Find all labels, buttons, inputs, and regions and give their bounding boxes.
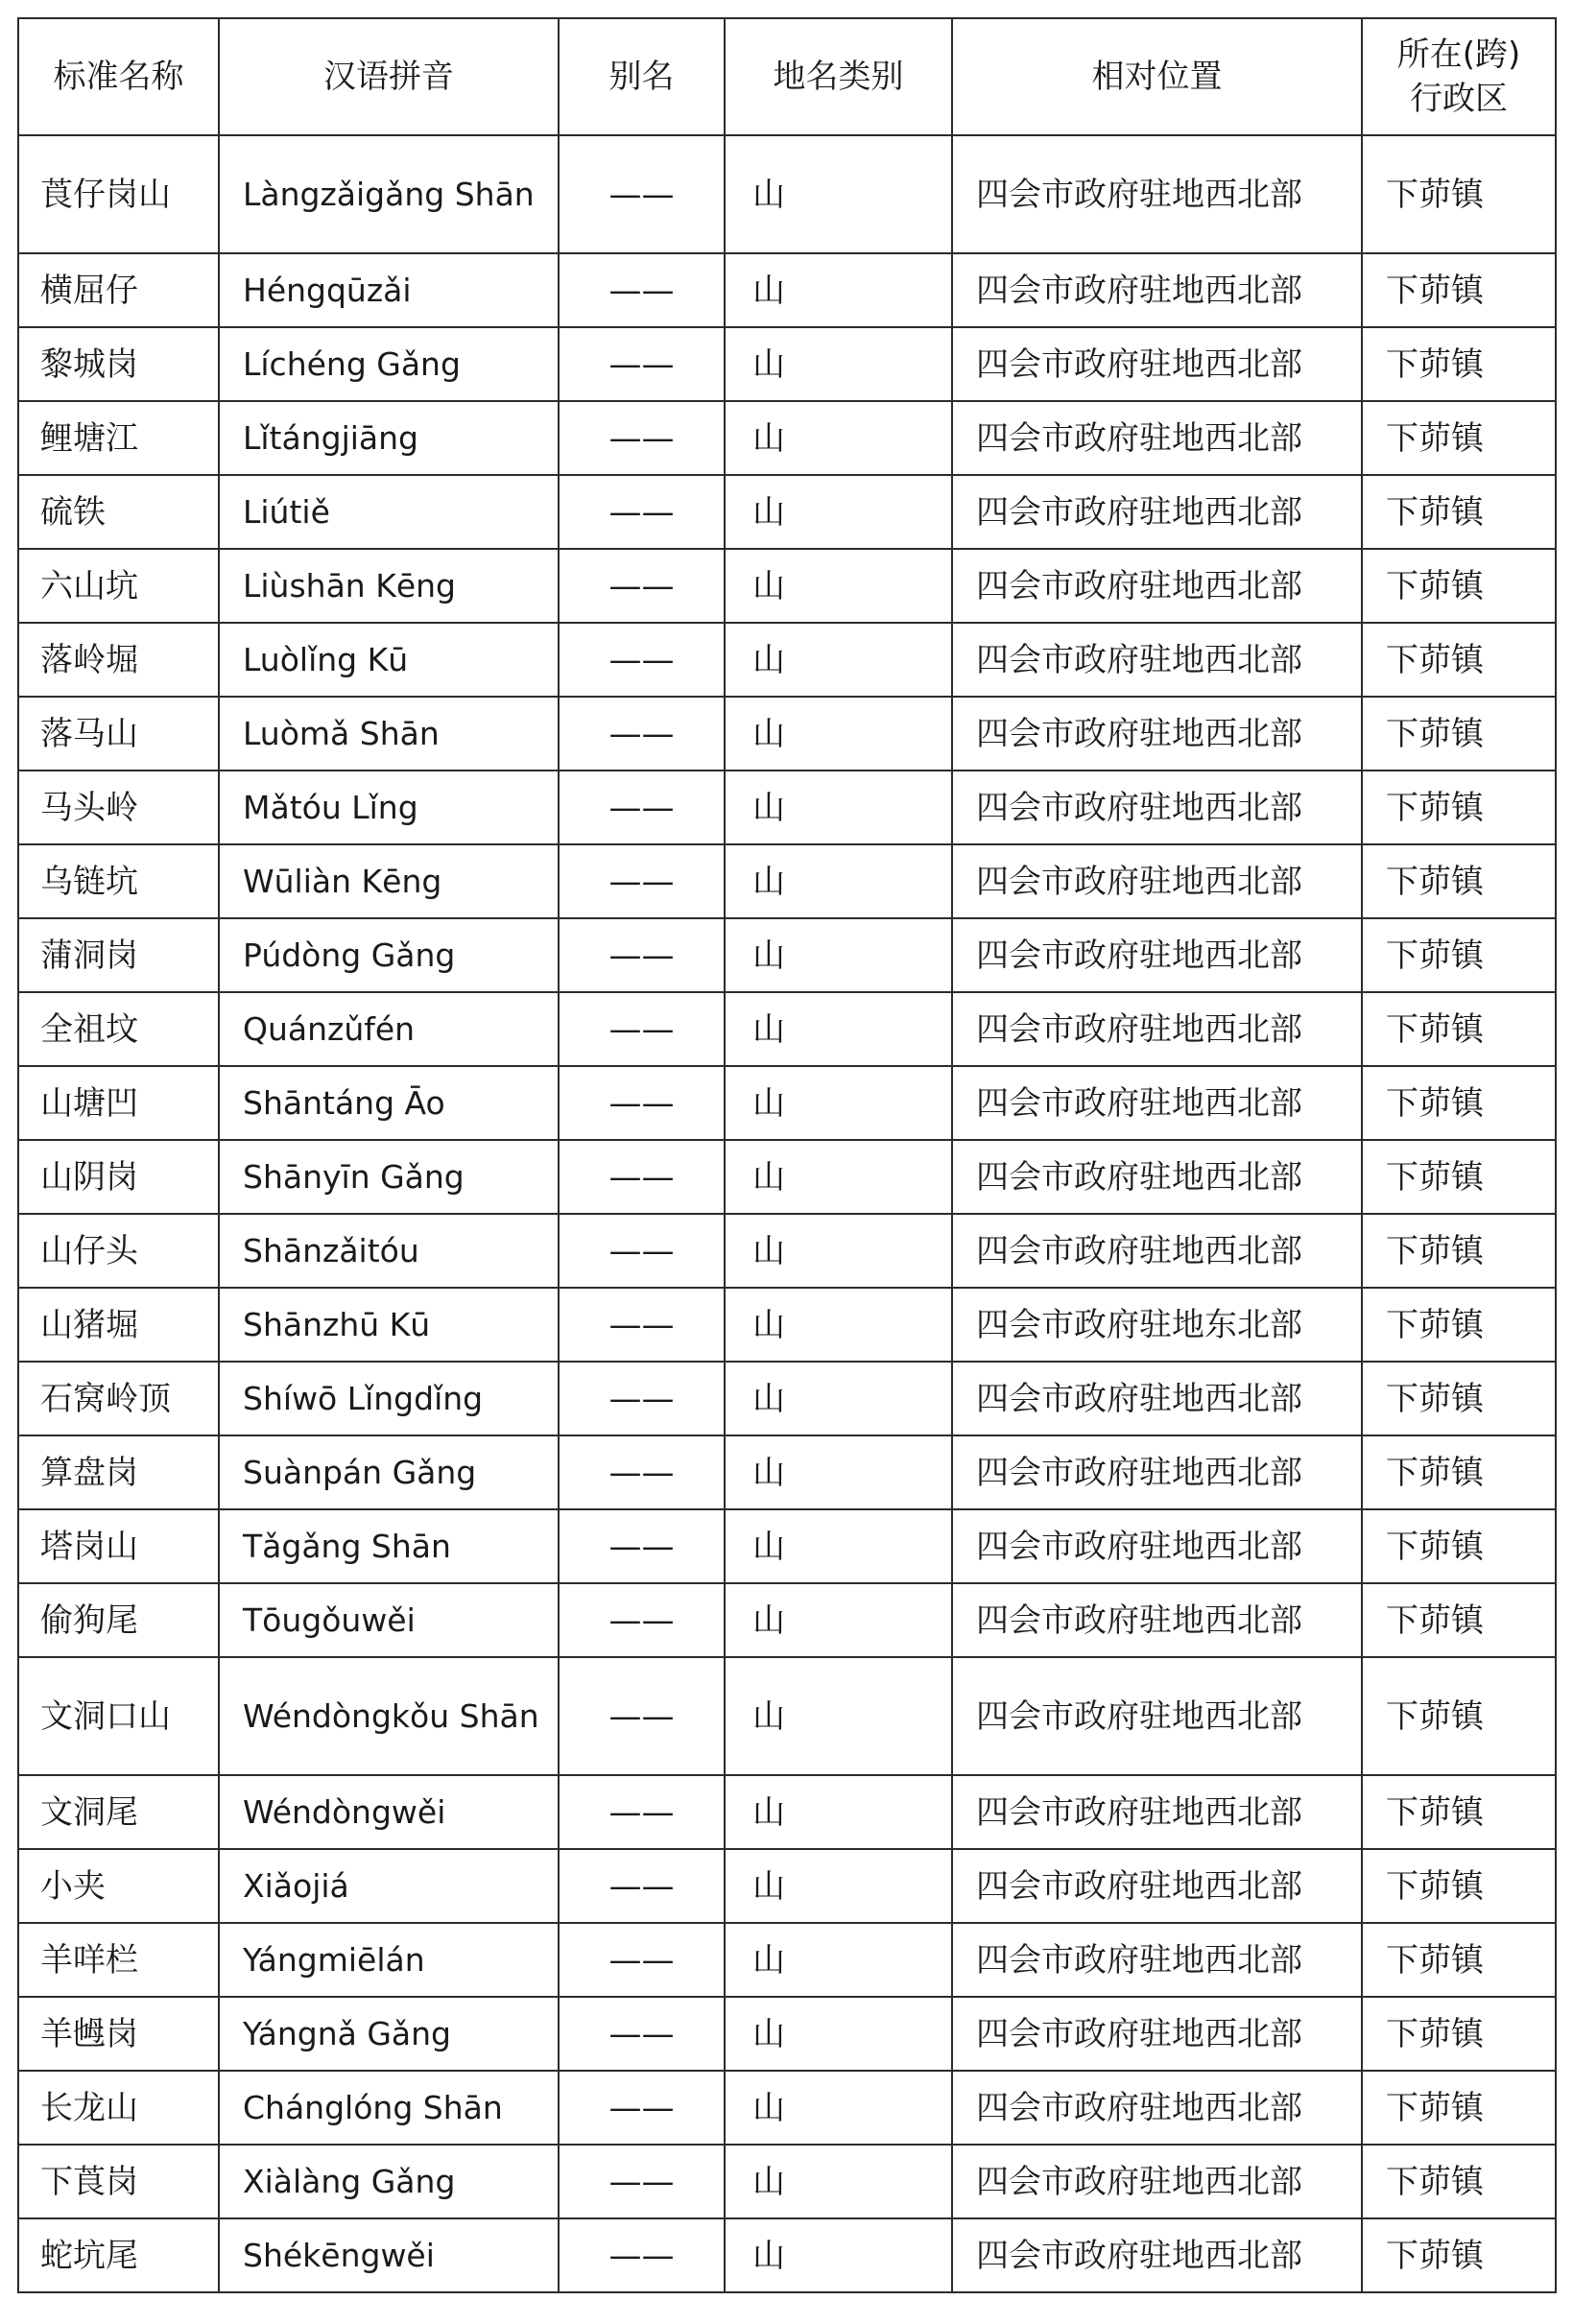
cell-pinyin: Wéndòngwěi: [219, 1775, 559, 1849]
cell-standard-name: 落马山: [18, 697, 219, 771]
cell-place-type: 山: [725, 697, 952, 771]
table-row: [18, 1066, 1556, 1140]
cell-alias: ——: [559, 1288, 725, 1362]
cell-relative-position: 四会市政府驻地西北部: [952, 1362, 1362, 1435]
table-row: [18, 1657, 1556, 1775]
cell-relative-position: 四会市政府驻地西北部: [952, 2218, 1362, 2292]
cell-alias: ——: [559, 2071, 725, 2145]
cell-admin-region: 下茆镇: [1362, 623, 1556, 697]
cell-admin-region: 下茆镇: [1362, 992, 1556, 1066]
cell-place-type: 山: [725, 549, 952, 623]
cell-place-type: 山: [725, 771, 952, 844]
table-row: [18, 135, 1556, 253]
cell-admin-region: 下茆镇: [1362, 549, 1556, 623]
cell-alias: ——: [559, 771, 725, 844]
cell-standard-name: 马头岭: [18, 771, 219, 844]
cell-admin-region: 下茆镇: [1362, 253, 1556, 327]
cell-relative-position: 四会市政府驻地西北部: [952, 1066, 1362, 1140]
cell-admin-region: 下茆镇: [1362, 1066, 1556, 1140]
cell-alias: ——: [559, 1997, 725, 2071]
cell-place-type: 山: [725, 1288, 952, 1362]
cell-place-type: 山: [725, 2071, 952, 2145]
cell-relative-position: 四会市政府驻地西北部: [952, 2145, 1362, 2218]
cell-standard-name: 全祖坟: [18, 992, 219, 1066]
cell-alias: ——: [559, 327, 725, 401]
cell-pinyin: Liùshān Kēng: [219, 549, 559, 623]
cell-standard-name: 硫铁: [18, 475, 219, 549]
cell-alias: ——: [559, 1435, 725, 1509]
cell-standard-name: 文洞口山: [18, 1657, 219, 1775]
cell-standard-name: 下莨岗: [18, 2145, 219, 2218]
cell-place-type: 山: [725, 1923, 952, 1997]
cell-place-type: 山: [725, 1583, 952, 1657]
cell-admin-region: 下茆镇: [1362, 1509, 1556, 1583]
cell-pinyin: Suànpán Gǎng: [219, 1435, 559, 1509]
table-row: [18, 697, 1556, 771]
cell-relative-position: 四会市政府驻地西北部: [952, 1435, 1362, 1509]
header-place-type: 地名类别: [725, 18, 952, 135]
cell-place-type: 山: [725, 253, 952, 327]
cell-place-type: 山: [725, 623, 952, 697]
table-row: [18, 549, 1556, 623]
cell-standard-name: 羊咩栏: [18, 1923, 219, 1997]
table-row: [18, 475, 1556, 549]
cell-alias: ——: [559, 2145, 725, 2218]
cell-alias: ——: [559, 1362, 725, 1435]
cell-pinyin: Tǎgǎng Shān: [219, 1509, 559, 1583]
cell-standard-name: 蛇坑尾: [18, 2218, 219, 2292]
cell-place-type: 山: [725, 401, 952, 475]
cell-alias: ——: [559, 253, 725, 327]
cell-pinyin: Chánglóng Shān: [219, 2071, 559, 2145]
cell-relative-position: 四会市政府驻地西北部: [952, 844, 1362, 918]
cell-standard-name: 山猪堀: [18, 1288, 219, 1362]
table-row: [18, 2218, 1556, 2292]
cell-relative-position: 四会市政府驻地西北部: [952, 475, 1362, 549]
cell-standard-name: 横屈仔: [18, 253, 219, 327]
cell-alias: ——: [559, 1923, 725, 1997]
cell-admin-region: 下茆镇: [1362, 1997, 1556, 2071]
cell-standard-name: 文洞尾: [18, 1775, 219, 1849]
cell-standard-name: 羊乸岗: [18, 1997, 219, 2071]
cell-admin-region: 下茆镇: [1362, 1775, 1556, 1849]
cell-pinyin: Wéndòngkǒu Shān: [219, 1657, 559, 1775]
cell-relative-position: 四会市政府驻地西北部: [952, 2071, 1362, 2145]
cell-place-type: 山: [725, 1657, 952, 1775]
cell-alias: ——: [559, 1775, 725, 1849]
cell-standard-name: 长龙山: [18, 2071, 219, 2145]
header-admin-region: [1362, 18, 1556, 135]
cell-place-type: 山: [725, 1775, 952, 1849]
table-header-row: [18, 18, 1556, 135]
cell-admin-region: 下茆镇: [1362, 844, 1556, 918]
cell-admin-region: 下茆镇: [1362, 2071, 1556, 2145]
cell-admin-region: 下茆镇: [1362, 1583, 1556, 1657]
cell-admin-region: 下茆镇: [1362, 1362, 1556, 1435]
cell-place-type: 山: [725, 1997, 952, 2071]
cell-relative-position: 四会市政府驻地西北部: [952, 697, 1362, 771]
cell-admin-region: 下茆镇: [1362, 327, 1556, 401]
cell-standard-name: 算盘岗: [18, 1435, 219, 1509]
cell-relative-position: 四会市政府驻地西北部: [952, 1140, 1362, 1214]
cell-place-type: 山: [725, 844, 952, 918]
cell-pinyin: Luòmǎ Shān: [219, 697, 559, 771]
cell-alias: ——: [559, 135, 725, 253]
table-row: [18, 1362, 1556, 1435]
cell-alias: ——: [559, 1657, 725, 1775]
cell-relative-position: 四会市政府驻地西北部: [952, 1214, 1362, 1288]
table-row: [18, 327, 1556, 401]
cell-relative-position: 四会市政府驻地西北部: [952, 1509, 1362, 1583]
cell-pinyin: Liútiě: [219, 475, 559, 549]
cell-pinyin: Lǐtángjiāng: [219, 401, 559, 475]
cell-standard-name: 蒲洞岗: [18, 918, 219, 992]
header-admin-region-line1: 所在(跨): [1396, 36, 1521, 74]
cell-admin-region: 下茆镇: [1362, 2218, 1556, 2292]
table-row: [18, 623, 1556, 697]
header-standard-name: 标准名称: [18, 18, 219, 135]
cell-standard-name: 山塘凹: [18, 1066, 219, 1140]
table-row: [18, 2145, 1556, 2218]
cell-alias: ——: [559, 844, 725, 918]
cell-alias: ——: [559, 1214, 725, 1288]
cell-relative-position: 四会市政府驻地西北部: [952, 401, 1362, 475]
cell-place-type: 山: [725, 1140, 952, 1214]
cell-standard-name: 黎城岗: [18, 327, 219, 401]
cell-alias: ——: [559, 1509, 725, 1583]
cell-alias: ——: [559, 401, 725, 475]
cell-pinyin: Tōugǒuwěi: [219, 1583, 559, 1657]
table-row: [18, 1509, 1556, 1583]
cell-relative-position: 四会市政府驻地西北部: [952, 1849, 1362, 1923]
cell-alias: ——: [559, 475, 725, 549]
cell-alias: ——: [559, 1583, 725, 1657]
cell-standard-name: 鲤塘江: [18, 401, 219, 475]
cell-relative-position: 四会市政府驻地西北部: [952, 1775, 1362, 1849]
cell-relative-position: 四会市政府驻地西北部: [952, 918, 1362, 992]
cell-pinyin: Luòlǐng Kū: [219, 623, 559, 697]
cell-admin-region: 下茆镇: [1362, 1435, 1556, 1509]
cell-pinyin: Yángnǎ Gǎng: [219, 1997, 559, 2071]
table-row: [18, 1923, 1556, 1997]
cell-alias: ——: [559, 918, 725, 992]
table-row: [18, 1775, 1556, 1849]
header-pinyin: 汉语拼音: [219, 18, 559, 135]
table-row: [18, 2071, 1556, 2145]
cell-alias: ——: [559, 992, 725, 1066]
cell-pinyin: Héngqūzǎi: [219, 253, 559, 327]
cell-standard-name: 莨仔岗山: [18, 135, 219, 253]
cell-pinyin: Shékēngwěi: [219, 2218, 559, 2292]
cell-pinyin: Xiǎojiá: [219, 1849, 559, 1923]
cell-admin-region: 下茆镇: [1362, 135, 1556, 253]
cell-pinyin: Xiàlàng Gǎng: [219, 2145, 559, 2218]
table-row: [18, 1140, 1556, 1214]
cell-place-type: 山: [725, 327, 952, 401]
cell-place-type: 山: [725, 1849, 952, 1923]
cell-standard-name: 落岭堀: [18, 623, 219, 697]
cell-place-type: 山: [725, 992, 952, 1066]
cell-standard-name: 山阴岗: [18, 1140, 219, 1214]
cell-pinyin: Làngzǎigǎng Shān: [219, 135, 559, 253]
cell-relative-position: 四会市政府驻地西北部: [952, 1997, 1362, 2071]
cell-alias: ——: [559, 1140, 725, 1214]
place-name-table: [17, 17, 1557, 2293]
cell-place-type: 山: [725, 1509, 952, 1583]
table-row: [18, 918, 1556, 992]
table-row: [18, 1214, 1556, 1288]
cell-admin-region: 下茆镇: [1362, 1923, 1556, 1997]
table-body: [18, 135, 1556, 2292]
cell-pinyin: Wūliàn Kēng: [219, 844, 559, 918]
cell-place-type: 山: [725, 135, 952, 253]
cell-relative-position: 四会市政府驻地西北部: [952, 623, 1362, 697]
cell-admin-region: 下茆镇: [1362, 771, 1556, 844]
cell-place-type: 山: [725, 475, 952, 549]
cell-place-type: 山: [725, 918, 952, 992]
cell-relative-position: 四会市政府驻地西北部: [952, 992, 1362, 1066]
cell-admin-region: 下茆镇: [1362, 1657, 1556, 1775]
cell-admin-region: 下茆镇: [1362, 1140, 1556, 1214]
table-row: [18, 1288, 1556, 1362]
table-row: [18, 771, 1556, 844]
cell-relative-position: 四会市政府驻地西北部: [952, 1657, 1362, 1775]
table-row: [18, 253, 1556, 327]
cell-standard-name: 小夹: [18, 1849, 219, 1923]
cell-alias: ——: [559, 549, 725, 623]
cell-pinyin: Líchéng Gǎng: [219, 327, 559, 401]
cell-pinyin: Shānzǎitóu: [219, 1214, 559, 1288]
cell-admin-region: 下茆镇: [1362, 918, 1556, 992]
cell-standard-name: 山仔头: [18, 1214, 219, 1288]
cell-relative-position: 四会市政府驻地西北部: [952, 771, 1362, 844]
cell-alias: ——: [559, 1849, 725, 1923]
cell-alias: ——: [559, 1066, 725, 1140]
header-admin-region-line2: 行政区: [1410, 80, 1508, 118]
cell-admin-region: 下茆镇: [1362, 1288, 1556, 1362]
cell-place-type: 山: [725, 1066, 952, 1140]
cell-pinyin: Mǎtóu Lǐng: [219, 771, 559, 844]
cell-relative-position: 四会市政府驻地东北部: [952, 1288, 1362, 1362]
cell-pinyin: Shānzhū Kū: [219, 1288, 559, 1362]
cell-relative-position: 四会市政府驻地西北部: [952, 1583, 1362, 1657]
cell-place-type: 山: [725, 1362, 952, 1435]
header-relative-position: 相对位置: [952, 18, 1362, 135]
cell-admin-region: 下茆镇: [1362, 475, 1556, 549]
header-alias: 别名: [559, 18, 725, 135]
cell-admin-region: 下茆镇: [1362, 1214, 1556, 1288]
cell-standard-name: 塔岗山: [18, 1509, 219, 1583]
cell-admin-region: 下茆镇: [1362, 697, 1556, 771]
cell-alias: ——: [559, 2218, 725, 2292]
cell-place-type: 山: [725, 1435, 952, 1509]
cell-place-type: 山: [725, 2218, 952, 2292]
table-row: [18, 401, 1556, 475]
cell-standard-name: 石窝岭顶: [18, 1362, 219, 1435]
cell-admin-region: 下茆镇: [1362, 1849, 1556, 1923]
cell-admin-region: 下茆镇: [1362, 2145, 1556, 2218]
cell-pinyin: Púdòng Gǎng: [219, 918, 559, 992]
table-row: [18, 1849, 1556, 1923]
cell-pinyin: Quánzǔfén: [219, 992, 559, 1066]
cell-alias: ——: [559, 697, 725, 771]
table-row: [18, 1583, 1556, 1657]
cell-pinyin: Yángmiēlán: [219, 1923, 559, 1997]
cell-relative-position: 四会市政府驻地西北部: [952, 327, 1362, 401]
table-row: [18, 992, 1556, 1066]
cell-admin-region: 下茆镇: [1362, 401, 1556, 475]
cell-pinyin: Shānyīn Gǎng: [219, 1140, 559, 1214]
table-row: [18, 844, 1556, 918]
cell-standard-name: 偷狗尾: [18, 1583, 219, 1657]
cell-standard-name: 六山坑: [18, 549, 219, 623]
cell-standard-name: 乌链坑: [18, 844, 219, 918]
cell-pinyin: Shíwō Lǐngdǐng: [219, 1362, 559, 1435]
table-row: [18, 1435, 1556, 1509]
cell-place-type: 山: [725, 1214, 952, 1288]
table-row: [18, 1997, 1556, 2071]
cell-relative-position: 四会市政府驻地西北部: [952, 253, 1362, 327]
cell-relative-position: 四会市政府驻地西北部: [952, 1923, 1362, 1997]
cell-alias: ——: [559, 623, 725, 697]
cell-relative-position: 四会市政府驻地西北部: [952, 549, 1362, 623]
cell-relative-position: 四会市政府驻地西北部: [952, 135, 1362, 253]
cell-pinyin: Shāntáng Āo: [219, 1066, 559, 1140]
cell-place-type: 山: [725, 2145, 952, 2218]
